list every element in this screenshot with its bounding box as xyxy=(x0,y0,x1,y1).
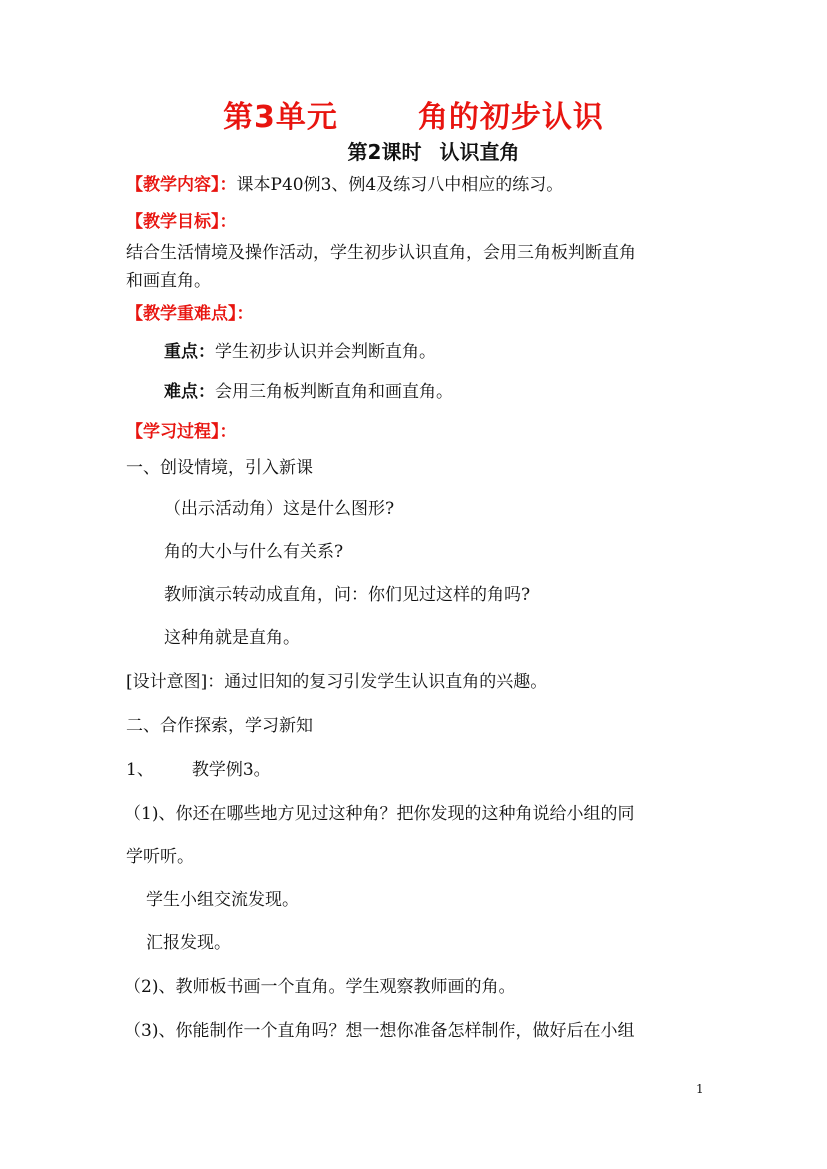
question-1-line-3: 学生小组交流发现。 xyxy=(146,890,299,910)
section-1-line-3: 教师演示转动成直角，问：你们见过这样的角吗? xyxy=(164,585,531,605)
teaching-goals-heading: 【教学目标】： xyxy=(126,212,237,232)
question-3: （3)、你能制作一个直角吗？想一想你准备怎样制作，做好后在小组 xyxy=(124,1021,635,1041)
question-2: （2)、教师板书画一个直角。学生观察教师画的角。 xyxy=(124,977,516,997)
question-1-line-2: 学听听。 xyxy=(126,847,194,867)
difficulty-label: 难点： xyxy=(164,382,215,402)
unit-number: 第3单元 xyxy=(223,100,338,135)
lesson-name: 认识直角 xyxy=(439,140,520,164)
design-intent: [设计意图]：通过旧知的复习引发学生认识直角的兴趣。 xyxy=(126,672,548,692)
learning-process-heading: 【学习过程】： xyxy=(126,422,237,442)
page-number: 1 xyxy=(696,1082,704,1096)
difficulty-text: 会用三角板判断直角和画直角。 xyxy=(215,382,453,402)
section-1-line-2: 角的大小与什么有关系? xyxy=(164,542,344,562)
item-1-number: 1、 xyxy=(126,760,154,780)
focus-point xyxy=(164,340,436,364)
question-1-line-4: 汇报发现。 xyxy=(146,933,231,953)
section-1-line-1: （出示活动角）这是什么图形? xyxy=(164,499,395,519)
teaching-content xyxy=(126,173,563,197)
unit-title xyxy=(0,92,827,136)
section-2-title: 二、合作探索，学习新知 xyxy=(126,716,313,736)
item-1 xyxy=(126,758,271,782)
question-1-line-1: （1)、你还在哪些地方见过这种角？把你发现的这种角说给小组的同 xyxy=(124,804,635,824)
item-1-text: 教学例3。 xyxy=(191,760,271,780)
section-1-title: 一、创设情境，引入新课 xyxy=(126,458,313,478)
section-1-line-4: 这种角就是直角。 xyxy=(164,628,300,648)
teaching-content-text: 课本P40例3、例4及练习八中相应的练习。 xyxy=(236,175,564,195)
teaching-goals-line-2: 和画直角。 xyxy=(126,271,211,291)
teaching-goals-line-1: 结合生活情境及操作活动，学生初步认识直角，会用三角板判断直角 xyxy=(126,243,636,263)
key-points-heading: 【教学重难点】： xyxy=(126,304,254,324)
focus-label: 重点： xyxy=(164,342,215,362)
difficulty-point xyxy=(164,380,453,404)
lesson-number: 第2课时 xyxy=(347,140,422,164)
unit-topic: 角的初步认识 xyxy=(417,100,604,135)
focus-text: 学生初步认识并会判断直角。 xyxy=(215,342,436,362)
lesson-title xyxy=(0,136,827,165)
teaching-content-heading: 【教学内容】： xyxy=(126,175,237,195)
